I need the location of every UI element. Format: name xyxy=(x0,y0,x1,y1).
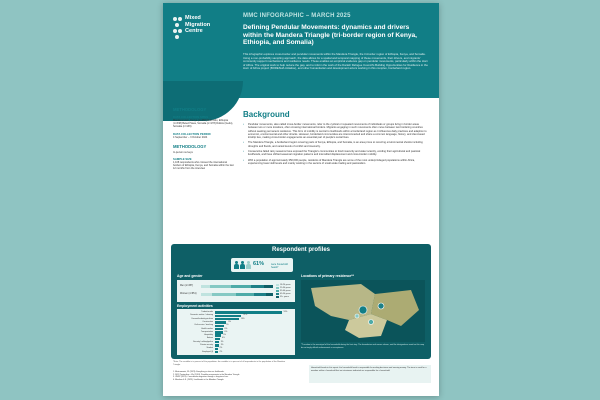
employment-value: 7% xyxy=(225,324,229,327)
logo-mark-icon xyxy=(173,17,183,43)
employment-value: 2% xyxy=(219,350,223,353)
intro-text: This infographic explores cross-border and pendular movements within the Mandera Triangle, the tri-border region of Ethiopia, Kenya, and Somalia. Using a non-probability sampling approach, the data allows for a spatial and temporal mapping of these movements, their drivers, and migrants' community support mechanisms and resilience needs. These enables an empirical evidence gap on pendular movements, particularly within the Horn of Africa. The original work to help reduce the gap, and to inform the work of the Danish Refugee Council's Building Opportunities for Resilience in the Horn of Africa project (BORESHA initiative), and other humanitarian and development actors working in this complex, borderland region. xyxy=(243,52,428,70)
reference-item: 2. DRC Pastoralism - KIs (2024). Pendular movements in the Mandera Triangle. xyxy=(173,373,240,376)
bullet-text: Consecutive failed rainy seasons have exposed the Triangle's communities to food insecurity and water scarcity, eroding their agricultural and pastoral livelihoods, and have shifted seasonal migration patterns and intensified displacement and cross-border mobility. xyxy=(248,150,421,157)
list-item xyxy=(243,150,429,157)
map-marker xyxy=(355,314,359,318)
sample-text: 1,108 respondents who crossed the international borders of Ethiopia, Kenya, and Somalia within the last 12 months from the interview xyxy=(173,161,234,171)
kicker: MMC INFOGRAPHIC – MARCH 2025 xyxy=(243,13,351,19)
employment-bar xyxy=(215,351,218,353)
legend-swatch xyxy=(276,290,279,292)
method-heading: METHODOLOGY xyxy=(173,143,207,149)
employment-value: 19% xyxy=(240,317,245,320)
methodology-heading: METHODOLOGY xyxy=(173,107,207,112)
background-title: Background xyxy=(243,110,290,119)
row-label: Men (n=457) xyxy=(180,285,194,287)
age-bar-segment xyxy=(236,293,255,296)
employment-value: 6% xyxy=(224,327,228,330)
sample-label: SAMPLE SIZE xyxy=(173,157,192,162)
map-region xyxy=(311,284,375,320)
age-bar-segment xyxy=(254,293,266,296)
legend-swatch xyxy=(276,296,279,298)
reference-item: 3. UNDP (2023). Cross-border migration through a long-term lens. xyxy=(173,376,229,378)
employment-label: Health worker xyxy=(201,327,213,330)
employment-label: Construction xyxy=(202,320,213,323)
legend-item: 18-24 years xyxy=(276,283,294,286)
household-stat xyxy=(231,258,293,272)
references xyxy=(173,371,429,381)
bullet-icon: • xyxy=(243,141,244,145)
employment-value: 2% xyxy=(219,347,223,350)
locations-title: Locations of primary residence** xyxy=(301,274,354,278)
legend-item: 55+ years xyxy=(276,295,294,298)
list-item xyxy=(243,159,429,166)
bullet-text: Pendular movements, also called cross-border movements, refer to the cyclical or repeated movements of individuals or groups living in border areas between two or more locations, often crossing international borders. Migrants engaging in such movements often move between two bordering countries without seeking permanent residence. This form of mobility is central to livelihoods within a borderland region as it influences daily practices and adaption to economic, environmental and other shocks. However, borderland communities are interconnected and share a common language, history, and clan-based kinship ties, making cross-border engagements an essential part of people's social lives. xyxy=(248,123,427,140)
row-label: Women (n=651) xyxy=(180,293,197,295)
employment-value: 3% xyxy=(220,344,224,346)
bullet-text: With a population of approximately 350,000 people, residents of Mandera Triangle are some of the most underprivileged populations within Africa, experiencing lower skill levels and mainly working in the sectors of small-scale trading and pastoralism. xyxy=(248,158,415,165)
employment-value: 21% xyxy=(243,314,248,317)
logo-line: Centre xyxy=(185,28,203,34)
logo-line: Mixed xyxy=(185,15,201,21)
logo-text xyxy=(185,15,210,35)
legend-swatch xyxy=(276,287,279,289)
legend-item: 25-34 years xyxy=(276,286,294,289)
background-bullets xyxy=(243,123,429,167)
employment-title: Employment activities xyxy=(177,304,213,308)
employment-label: Security / military/police xyxy=(193,340,213,343)
list-item xyxy=(243,123,429,139)
sites-label: DATA COLLECTION SITES xyxy=(173,115,209,119)
legend-swatch xyxy=(276,293,279,295)
method-text: In-person surveys xyxy=(173,150,193,154)
page-title: Defining Pendular Movements: dynamics and drivers within the Mandera Triangle (tri-border region of Kenya, Ethiopia, and Somalia) xyxy=(243,24,418,47)
household-label: were household heads* xyxy=(271,263,288,269)
age-bar-segment xyxy=(201,285,210,288)
map-note: **Location is the municipal of the household during the last stay. The boundaries and names shown, and the designations used on this map do not imply official endorsement or acceptance. xyxy=(301,344,425,349)
person-icon xyxy=(246,261,251,269)
employment-value: 9% xyxy=(228,320,232,323)
list-item xyxy=(243,141,429,148)
panel-title: Respondent profiles xyxy=(271,247,330,253)
bullet-icon: • xyxy=(243,123,244,126)
age-bar-segment xyxy=(201,293,212,296)
logo xyxy=(173,15,233,51)
age-bar-segment xyxy=(266,293,273,296)
age-bar-segment xyxy=(231,285,250,288)
legend-item: 45-54 years xyxy=(276,292,294,295)
logo-line: Migration xyxy=(185,21,211,28)
employment-row xyxy=(177,351,295,354)
age-bar-segment xyxy=(210,285,232,288)
employment-label: Civil service / teaching xyxy=(194,324,213,327)
age-gender-chart xyxy=(177,280,295,302)
employment-value: 3% xyxy=(220,340,224,343)
employment-value: 5% xyxy=(223,334,226,337)
header-band xyxy=(163,3,439,98)
age-bar-segment xyxy=(264,285,273,288)
legend-swatch xyxy=(276,284,279,286)
methodology-column xyxy=(173,107,235,171)
age-legend xyxy=(276,283,294,298)
panel-note: *Note: The variable is in percent of the population: the variable is in percent of all respondents in the population of the Mandera Triangle. xyxy=(173,361,286,366)
person-icon xyxy=(240,261,245,269)
employment-label: Employed (f) xyxy=(202,350,213,353)
locations-map xyxy=(301,280,425,342)
period-label: DATA COLLECTION PERIOD xyxy=(173,131,211,136)
respondent-profiles-panel xyxy=(171,244,431,359)
employment-label: Student xyxy=(206,347,213,350)
age-bar-segment xyxy=(212,293,236,296)
sites-text: Mandera town, Kenya (n=456) Dolo Ado, Ethiopia (n=338) Beled Hawa, Somalia (n=178) Dollow (Gedo), Somalia (n=136) xyxy=(173,119,234,129)
employment-value: 6% xyxy=(224,330,228,333)
footnote-text: Household heads in this report: the household head is responsible for making decisions and earning money. The term is used for a member within a household that an interviewer indicated are responsible for a household. xyxy=(311,367,427,372)
household-percent: 61% xyxy=(253,261,265,267)
map-marker xyxy=(378,303,384,309)
employment-label: Farmer/herder/agriculture xyxy=(191,317,213,320)
employment-label: Trader/vendor xyxy=(201,311,213,313)
age-bar-segment xyxy=(251,285,264,288)
reference-item: 4. Mandera & K. (2023). Livelihoods in the Mandera Triangle. xyxy=(173,378,225,381)
employment-label: Transportation xyxy=(200,330,213,333)
map-marker xyxy=(369,320,374,325)
employment-label: Hospitality xyxy=(204,334,213,337)
person-icon xyxy=(234,261,239,269)
map-marker xyxy=(359,306,367,314)
bullet-icon: • xyxy=(243,150,244,154)
period-text: 4 September – 3 October 2024 xyxy=(173,135,208,139)
infographic-page xyxy=(163,3,439,396)
reference-item: 1. Mastromarini, W. (2023). Everything is also our livelihoods. xyxy=(173,371,225,373)
bullet-icon: • xyxy=(243,158,244,162)
employment-value: 53% xyxy=(283,311,288,313)
map-graphic xyxy=(301,280,425,342)
legend-item: 35-44 years xyxy=(276,289,294,292)
age-gender-title: Age and gender xyxy=(177,274,203,278)
employment-label: Domestic worker / cleaning xyxy=(190,314,213,317)
employment-label: Private security xyxy=(200,344,213,346)
employment-chart xyxy=(177,309,295,355)
bullet-text: The Mandera Triangle, a borderland region covering parts of Kenya, Ethiopia, and Somalia, is an area prone to recurring environmental shocks including droughts and floods, and varied levels of conflict and insecurity. xyxy=(248,141,423,148)
employment-value: 4% xyxy=(222,337,225,340)
employment-label: Artisan xyxy=(207,337,213,340)
